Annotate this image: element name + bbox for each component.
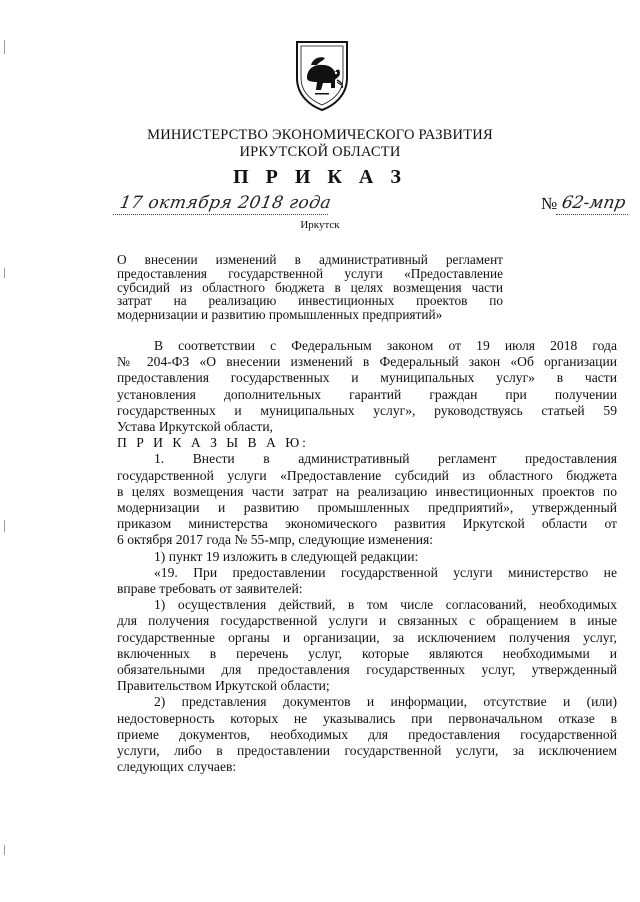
- text-line: в целях возмещения части затрат на реализацию инвестиционных проектов по: [117, 483, 617, 499]
- order-body: [117, 338, 617, 775]
- coat-of-arms-icon: [293, 38, 351, 112]
- text-line: следующих случаев:: [117, 759, 237, 775]
- text-line: вправе требовать от заявителей:: [117, 581, 303, 597]
- text-line: обязательными для предоставления государственных услуг, утвержденный: [117, 662, 617, 678]
- text-line: государственные органы и организации, за исключением получения услуг,: [117, 629, 617, 645]
- text-line: включенных в перечень услуг, которые являются необходимыми и: [117, 645, 617, 661]
- scan-margin-mark: [4, 520, 5, 532]
- text-line: приеме документов, необходимых для предоставления государственной: [117, 726, 617, 742]
- text-line: Правительством Иркутской области;: [117, 678, 330, 694]
- order-number: 62-мпр: [560, 193, 628, 213]
- text-line: В соответствии с Федеральным законом от 19 июля 2018 года: [154, 338, 617, 353]
- text-line: государственной услуги «Предоставление субсидий из областного бюджета: [117, 467, 617, 483]
- order-date: 17 октября 2018 года: [118, 193, 333, 213]
- date-underline: [113, 214, 328, 215]
- scan-margin-mark: [4, 40, 5, 54]
- text-line: для получения государственной услуги и связанных с обращением в иные: [117, 613, 617, 629]
- number-underline: [556, 214, 628, 215]
- text-line: недостоверность которых не указывались при первоначальном отказе в: [117, 710, 617, 726]
- subitem-2: [117, 694, 617, 775]
- text-line: «19. При предоставлении государственной услуги министерство не: [154, 564, 617, 580]
- item-1-1: [117, 549, 617, 565]
- text-line: государственных и муниципальных услуг», руководствуясь статьей 59: [117, 402, 617, 418]
- text-line: установления дополнительных гарантий граждан при получении: [117, 386, 617, 402]
- preamble: [117, 338, 617, 435]
- text-line: 2) представления документов и информации, отсутствие и (или): [154, 694, 617, 710]
- document-title: П Р И К А З: [233, 166, 407, 188]
- city-name: Иркутск: [300, 219, 340, 231]
- subject-line: О внесении изменений в административный регламент: [117, 252, 503, 267]
- item-1: [117, 451, 617, 548]
- ministry-name-line1: МИНИСТЕРСТВО ЭКОНОМИЧЕСКОГО РАЗВИТИЯ: [147, 127, 493, 143]
- text-line: 1. Внести в административный регламент предоставления: [154, 451, 617, 467]
- scan-margin-mark: [4, 845, 5, 855]
- order-number-prefix: №: [541, 194, 558, 213]
- text-line: услуги, либо в предоставлении государственной услуги, за исключением: [117, 743, 617, 759]
- scan-margin-mark: [4, 268, 5, 278]
- subject-line: модернизации и развитию промышленных предприятий»: [117, 307, 443, 323]
- text-line: 1) пункт 19 изложить в следующей редакции:: [154, 548, 419, 564]
- order-subject: [117, 253, 503, 322]
- ministry-name-line2: ИРКУТСКОЙ ОБЛАСТИ: [239, 144, 401, 160]
- prikazyvayu-heading: П Р И К А З Ы В А Ю:: [117, 435, 309, 451]
- paragraph-19: [117, 565, 617, 597]
- subject-line: субсидий из областного бюджета в целях возмещения части: [117, 279, 503, 295]
- text-line: № 204-ФЗ «О внесении изменений в Федеральный закон «Об организации: [117, 354, 617, 370]
- subject-line: предоставления государственной услуги «Предоставление: [117, 265, 503, 281]
- text-line: приказом министерства экономического развития Иркутской области от: [117, 516, 617, 532]
- text-line: 6 октября 2017 года № 55-мпр, следующие изменения:: [117, 532, 434, 548]
- text-line: 1) осуществления действий, в том числе согласований, необходимых: [154, 597, 617, 613]
- text-line: модернизации и развитию промышленных предприятий», утвержденный: [117, 500, 617, 516]
- subitem-1: [117, 597, 617, 694]
- text-line: Устава Иркутской области,: [117, 419, 274, 435]
- subject-line: затрат на реализацию инвестиционных проектов по: [117, 293, 503, 309]
- text-line: предоставления государственных и муниципальных услуг» в части: [117, 370, 617, 386]
